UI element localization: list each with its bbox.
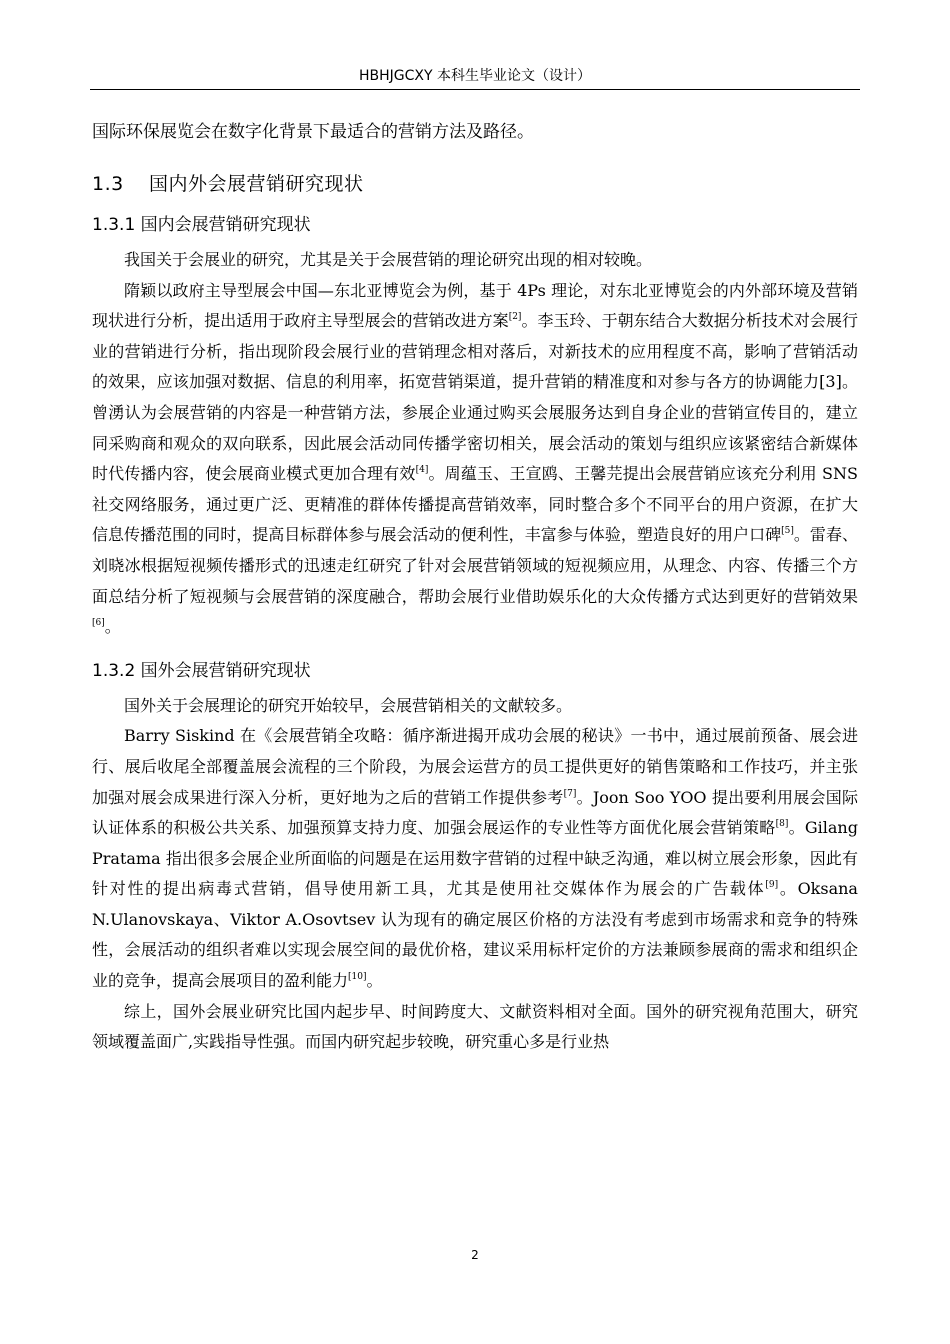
section-heading: [92, 169, 858, 199]
citation: [6]: [92, 618, 105, 629]
paragraph: 综上，国外会展业研究比国内起步早、时间跨度大、文献资料相对全面。国外的研究视角范围大，研究领域覆盖面广,实践指导性强。而国内研究起步较晚，研究重心多是行业热: [92, 1001, 858, 1052]
running-header: HBHJGCXY 本科生毕业论文（设计）: [358, 68, 591, 84]
paragraph-text: 。Oksana N.Ulanovskaya、Viktor A.Osovtsev 认为现有的确定展区价格的方法没有考虑到市场需求和竞争的特殊性，会展活动的组织者难以实现会展空间的最优价格，建议采用标杆定价的方法兼顾参展商的需求和组织企业的竞争，提高会展项目的盈利能力: [92, 879, 858, 991]
paragraph: [92, 276, 858, 643]
paragraph-text: 。李玉玲、于朝东结合大数据分析技术对会展行业的营销进行分析，指出现阶段会展行业的营销理念相对落后，对新技术的应用程度不高，影响了营销活动的效果，应该加强对数据、信息的利用率，拓宽营销渠道，提升营销的精准度和对参与各方的协调能力[3]。曾湧认为会展营销的内容是一种营销方法，参展企业通过购买会展服务达到自身企业的营销宣传目的，建立同采购商和观众的双向联系，因此展会活动同传播学密切相关，展会活动的策划与组织应该紧密结合新媒体时代传播内容，使会展商业模式更加合理有效: [92, 311, 858, 484]
citation: [9]: [765, 880, 779, 891]
citation: [10]: [348, 972, 367, 983]
paragraph-text: 隋颖以政府主导型展会中国—东北亚博览会为例，基于 4Ps 理论，对东北亚博览会的内外部环境及营销现状进行分析，提出适用于政府主导型展会的营销改进方案: [92, 280, 858, 331]
paragraph-text: 。: [366, 971, 383, 991]
subsection-heading-1-3-1: 1.3.1 国内会展营销研究现状: [92, 215, 311, 235]
subsection-heading-1-3-2: 1.3.2 国外会展营销研究现状: [92, 660, 311, 681]
section-number: 1.3: [92, 173, 124, 195]
paragraph-text: 。: [104, 617, 121, 637]
paragraph: 国外关于会展理论的研究开始较早，会展营销相关的文献较多。: [124, 695, 573, 715]
citation: [4]: [415, 465, 429, 476]
citation: [5]: [781, 526, 794, 537]
citation: [7]: [563, 788, 577, 799]
paragraph: [92, 721, 858, 996]
citation: [2]: [508, 312, 522, 323]
header-rule: [90, 89, 860, 90]
paragraph-text: 。Joon Soo YOO 提出要利用展会国际认证体系的积极公共关系、加强预算支持力度、加强会展运作的专业性等方面优化展会营销策略: [92, 787, 858, 838]
citation: [8]: [775, 819, 789, 830]
paragraph-text: 。雷春、刘晓冰根据短视频传播形式的迅速走红研究了针对会展营销领域的短视频应用，从理念、内容、传播三个方面总结分析了短视频与会展营销的深度融合，帮助会展行业借助娱乐化的大众传播方式达到更好的营销效果: [92, 525, 858, 606]
page-body: [92, 117, 858, 1058]
section-title: 国内外会展营销研究现状: [149, 173, 364, 195]
paragraph-text: 。Gilang Pratama 指出很多会展企业所面临的问题是在运用数字营销的过程中缺乏沟通，难以树立展会形象，因此有针对性的提出病毒式营销，倡导使用新工具，尤其是使用社交媒体作为展会的广告载体: [92, 818, 858, 899]
paragraph-text: 。周蕴玉、王宣鸥、王馨芫提出会展营销应该充分利用 SNS 社交网络服务，通过更广泛、更精准的群体传播提高营销效率，同时整合多个不同平台的用户资源，在扩大信息传播范围的同时，提高目标群体参与展会活动的便利性，丰富参与体验，塑造良好的用户口碑: [92, 464, 858, 545]
continuation-line: 国际环保展览会在数字化背景下最适合的营销方法及路径。: [92, 122, 534, 142]
paragraph-text: Barry Siskind 在《会展营销全攻略：循序渐进揭开成功会展的秘诀》一书中，通过展前预备、展会进行、展后收尾全部覆盖展会流程的三个阶段，为展会运营方的员工提供更好的销售策略和工作技巧，并主张加强对展会成果进行深入分析，更好地为之后的营销工作提供参考: [92, 726, 858, 807]
page-number: 2: [471, 1248, 479, 1262]
paragraph: 我国关于会展业的研究，尤其是关于会展营销的理论研究出现的相对较晚。: [124, 250, 653, 269]
